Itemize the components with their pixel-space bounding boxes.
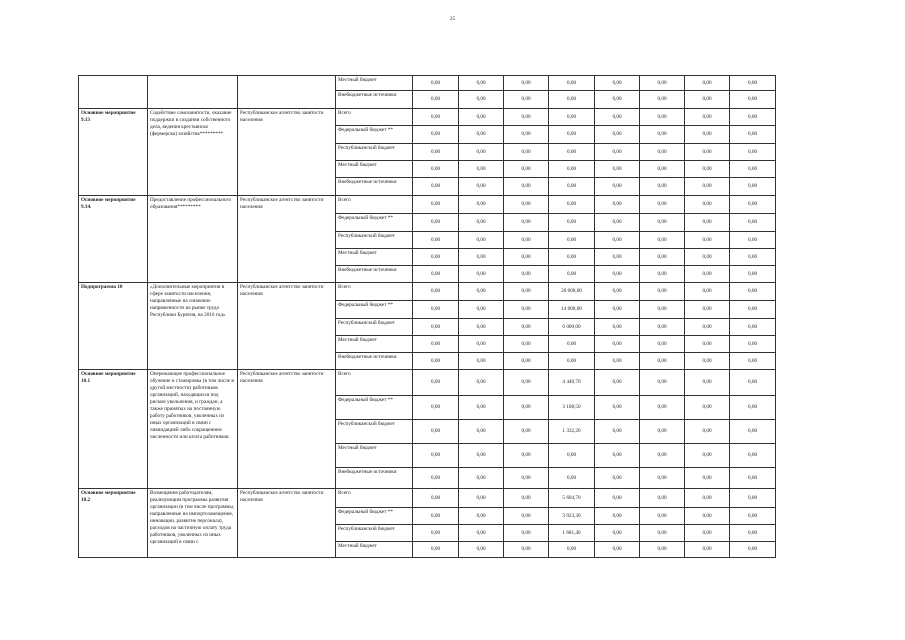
amount-cell: 0,00	[413, 196, 459, 214]
amount-cell: 0,00	[685, 196, 730, 214]
amount-cell: 0,00	[640, 319, 685, 336]
amount-cell: 0,00	[504, 144, 549, 161]
amount-cell: 0,00	[640, 214, 685, 232]
amount-cell: 0,00	[459, 76, 504, 91]
amount-cell: 6 000,00	[549, 319, 595, 336]
funding-source: Внебюджетные источники	[336, 178, 413, 196]
amount-cell: 0,00	[459, 144, 504, 161]
amount-cell: 0,00	[730, 144, 776, 161]
amount-cell: 0,00	[595, 370, 640, 396]
amount-cell: 0,00	[640, 249, 685, 266]
amount-cell: 0,00	[640, 178, 685, 196]
program-name	[79, 76, 148, 109]
amount-cell: 0,00	[413, 283, 459, 301]
amount-cell: 0,00	[549, 178, 595, 196]
amount-cell: 0,00	[685, 489, 730, 508]
amount-cell: 0,00	[685, 542, 730, 558]
amount-cell: 0,00	[549, 196, 595, 214]
amount-cell: 0,00	[730, 525, 776, 542]
amount-cell: 0,00	[730, 266, 776, 283]
amount-cell: 0,00	[504, 542, 549, 558]
amount-cell: 0,00	[730, 76, 776, 91]
funding-source: Федеральный бюджет **	[336, 126, 413, 144]
amount-cell: 0,00	[504, 214, 549, 232]
amount-cell: 0,00	[640, 468, 685, 489]
amount-cell: 0,00	[595, 301, 640, 319]
amount-cell: 0,00	[685, 444, 730, 468]
amount-cell: 0,00	[504, 468, 549, 489]
amount-cell: 0,00	[413, 444, 459, 468]
amount-cell: 0,00	[413, 91, 459, 109]
amount-cell: 0,00	[685, 91, 730, 109]
funding-source: Местный бюджет	[336, 336, 413, 353]
amount-cell: 0,00	[459, 266, 504, 283]
amount-cell: 0,00	[459, 301, 504, 319]
amount-cell: 0,00	[640, 396, 685, 420]
table-row	[79, 370, 776, 396]
amount-cell: 0,00	[459, 444, 504, 468]
amount-cell: 3 923,30	[549, 508, 595, 525]
amount-cell: 0,00	[459, 319, 504, 336]
amount-cell: 0,00	[595, 196, 640, 214]
amount-cell: 0,00	[640, 109, 685, 126]
funding-source: Федеральный бюджет **	[336, 508, 413, 525]
amount-cell: 0,00	[413, 508, 459, 525]
amount-cell: 0,00	[685, 232, 730, 249]
amount-cell: 0,00	[504, 91, 549, 109]
amount-cell: 0,00	[685, 266, 730, 283]
amount-cell: 0,00	[730, 336, 776, 353]
amount-cell: 0,00	[595, 353, 640, 370]
amount-cell: 0,00	[504, 161, 549, 178]
amount-cell: 0,00	[730, 232, 776, 249]
amount-cell: 0,00	[459, 178, 504, 196]
amount-cell: 0,00	[549, 161, 595, 178]
amount-cell: 0,00	[730, 370, 776, 396]
amount-cell: 0,00	[730, 489, 776, 508]
program-executor: Республиканское агентство занятости населения	[238, 109, 336, 196]
amount-cell: 14 000,00	[549, 301, 595, 319]
program-description: Опережающее профессиональное обучение и стажировка (в том числе в другой местности) работников организаций, находящихся под риском увольнения, и граждан, а также принятых на постоянную работу работников, уволенных из иных организаций в связи с ликвидацией либо сокращением численности или штата работников	[148, 370, 238, 489]
amount-cell: 0,00	[595, 91, 640, 109]
amount-cell: 0,00	[640, 126, 685, 144]
amount-cell: 0,00	[595, 266, 640, 283]
amount-cell: 0,00	[685, 76, 730, 91]
amount-cell: 0,00	[549, 126, 595, 144]
amount-cell: 0,00	[413, 542, 459, 558]
table-row	[79, 76, 776, 91]
amount-cell: 0,00	[549, 353, 595, 370]
amount-cell: 0,00	[730, 196, 776, 214]
funding-source: Всего	[336, 283, 413, 301]
table-row	[79, 283, 776, 301]
amount-cell: 0,00	[685, 144, 730, 161]
program-name: Основное мероприятие 9.13	[79, 109, 148, 196]
program-name: Основное мероприятие 10.1	[79, 370, 148, 489]
amount-cell: 0,00	[459, 214, 504, 232]
amount-cell: 0,00	[685, 525, 730, 542]
amount-cell: 0,00	[413, 161, 459, 178]
amount-cell: 0,00	[459, 468, 504, 489]
amount-cell: 0,00	[413, 489, 459, 508]
funding-source: Внебюджетные источники	[336, 353, 413, 370]
amount-cell: 0,00	[595, 489, 640, 508]
funding-source: Всего	[336, 370, 413, 396]
amount-cell: 0,00	[413, 109, 459, 126]
amount-cell: 0,00	[413, 336, 459, 353]
amount-cell: 0,00	[459, 232, 504, 249]
amount-cell: 0,00	[730, 444, 776, 468]
amount-cell: 0,00	[413, 301, 459, 319]
amount-cell: 0,00	[595, 126, 640, 144]
amount-cell: 0,00	[685, 420, 730, 444]
amount-cell: 0,00	[640, 91, 685, 109]
amount-cell: 1 332,20	[549, 420, 595, 444]
amount-cell: 0,00	[549, 336, 595, 353]
program-description: Предоставление профессионального образования*********	[148, 196, 238, 283]
amount-cell: 0,00	[413, 126, 459, 144]
amount-cell: 0,00	[459, 283, 504, 301]
amount-cell: 0,00	[595, 444, 640, 468]
amount-cell: 0,00	[640, 444, 685, 468]
amount-cell: 0,00	[595, 144, 640, 161]
amount-cell: 0,00	[685, 353, 730, 370]
amount-cell: 0,00	[504, 178, 549, 196]
amount-cell: 0,00	[459, 336, 504, 353]
funding-source: Местный бюджет	[336, 161, 413, 178]
program-executor: Республиканское агентство занятости населения	[238, 196, 336, 283]
amount-cell: 0,00	[595, 161, 640, 178]
amount-cell: 0,00	[640, 353, 685, 370]
amount-cell: 0,00	[685, 468, 730, 489]
amount-cell: 0,00	[685, 109, 730, 126]
amount-cell: 0,00	[413, 420, 459, 444]
table-row	[79, 489, 776, 508]
amount-cell: 0,00	[504, 396, 549, 420]
amount-cell: 0,00	[640, 370, 685, 396]
amount-cell: 0,00	[730, 353, 776, 370]
amount-cell: 0,00	[640, 336, 685, 353]
funding-source: Местный бюджет	[336, 444, 413, 468]
amount-cell: 0,00	[413, 214, 459, 232]
amount-cell: 0,00	[730, 249, 776, 266]
amount-cell: 0,00	[595, 396, 640, 420]
amount-cell: 0,00	[685, 508, 730, 525]
amount-cell: 0,00	[685, 178, 730, 196]
amount-cell: 0,00	[640, 161, 685, 178]
program-description: Возмещение работодателям, реализующим программы развития организации (в том числе программы, направленные на импортозамещение, инновации, развитие персонала), расходов на частичную оплату труда работников, уволенных из иных организаций в связи с	[148, 489, 238, 558]
program-name: Основное мероприятие 10.2	[79, 489, 148, 558]
amount-cell: 0,00	[730, 178, 776, 196]
amount-cell: 0,00	[685, 301, 730, 319]
amount-cell: 0,00	[549, 444, 595, 468]
amount-cell: 0,00	[413, 370, 459, 396]
program-executor: Республиканское агентство занятости населения	[238, 370, 336, 489]
amount-cell: 0,00	[595, 214, 640, 232]
amount-cell: 0,00	[504, 283, 549, 301]
amount-cell: 0,00	[413, 266, 459, 283]
program-executor: Республиканское агентство занятости населения	[238, 489, 336, 558]
amount-cell: 0,00	[549, 214, 595, 232]
funding-source: Всего	[336, 489, 413, 508]
amount-cell: 0,00	[413, 396, 459, 420]
amount-cell: 0,00	[730, 508, 776, 525]
amount-cell: 0,00	[685, 336, 730, 353]
table-body	[79, 76, 776, 558]
amount-cell: 0,00	[595, 468, 640, 489]
program-description	[148, 76, 238, 109]
amount-cell: 0,00	[730, 214, 776, 232]
funding-source: Местный бюджет	[336, 249, 413, 266]
amount-cell: 0,00	[640, 489, 685, 508]
amount-cell: 0,00	[640, 232, 685, 249]
funding-source: Местный бюджет	[336, 542, 413, 558]
amount-cell: 0,00	[549, 76, 595, 91]
funding-source: Местный бюджет	[336, 76, 413, 91]
page-number: 25	[450, 17, 455, 22]
funding-source: Внебюджетные источники	[336, 91, 413, 109]
amount-cell: 0,00	[595, 109, 640, 126]
amount-cell: 0,00	[549, 144, 595, 161]
amount-cell: 0,00	[549, 232, 595, 249]
funding-source: Республиканский бюджет	[336, 319, 413, 336]
amount-cell: 0,00	[504, 301, 549, 319]
amount-cell: 0,00	[459, 420, 504, 444]
amount-cell: 0,00	[504, 232, 549, 249]
amount-cell: 0,00	[595, 249, 640, 266]
funding-source: Внебюджетные источники	[336, 468, 413, 489]
funding-source: Федеральный бюджет **	[336, 301, 413, 319]
amount-cell: 0,00	[595, 336, 640, 353]
amount-cell: 0,00	[640, 420, 685, 444]
amount-cell: 3 108,50	[549, 396, 595, 420]
amount-cell: 0,00	[730, 126, 776, 144]
amount-cell: 0,00	[685, 283, 730, 301]
amount-cell: 0,00	[459, 109, 504, 126]
amount-cell: 0,00	[459, 353, 504, 370]
amount-cell: 1 681,40	[549, 525, 595, 542]
amount-cell: 0,00	[595, 525, 640, 542]
funding-source: Республиканский бюджет	[336, 420, 413, 444]
amount-cell: 0,00	[413, 353, 459, 370]
amount-cell: 0,00	[504, 266, 549, 283]
amount-cell: 0,00	[504, 126, 549, 144]
amount-cell: 0,00	[413, 525, 459, 542]
amount-cell: 0,00	[640, 283, 685, 301]
funding-source: Федеральный бюджет **	[336, 214, 413, 232]
funding-source: Республиканский бюджет	[336, 232, 413, 249]
amount-cell: 0,00	[685, 161, 730, 178]
program-executor: Республиканское агентство занятости населения	[238, 283, 336, 370]
amount-cell: 0,00	[459, 525, 504, 542]
amount-cell: 0,00	[459, 508, 504, 525]
funding-table	[78, 75, 776, 558]
amount-cell: 0,00	[504, 444, 549, 468]
program-description: «Дополнительные мероприятия в сфере занятости населения, направленные на снижение напряженности на рынке труда Республики Бурятия, на 2016 год»	[148, 283, 238, 370]
amount-cell: 0,00	[504, 336, 549, 353]
amount-cell: 0,00	[730, 420, 776, 444]
amount-cell: 0,00	[685, 370, 730, 396]
table-row	[79, 109, 776, 126]
amount-cell: 0,00	[595, 319, 640, 336]
amount-cell: 0,00	[730, 161, 776, 178]
amount-cell: 0,00	[459, 161, 504, 178]
amount-cell: 0,00	[640, 266, 685, 283]
amount-cell: 0,00	[549, 91, 595, 109]
amount-cell: 0,00	[640, 196, 685, 214]
amount-cell: 0,00	[504, 370, 549, 396]
amount-cell: 0,00	[549, 249, 595, 266]
amount-cell: 0,00	[730, 319, 776, 336]
amount-cell: 0,00	[459, 370, 504, 396]
amount-cell: 0,00	[504, 319, 549, 336]
amount-cell: 0,00	[459, 396, 504, 420]
funding-source: Всего	[336, 109, 413, 126]
amount-cell: 0,00	[413, 249, 459, 266]
amount-cell: 0,00	[504, 525, 549, 542]
amount-cell: 5 604,70	[549, 489, 595, 508]
amount-cell: 0,00	[504, 508, 549, 525]
amount-cell: 0,00	[640, 525, 685, 542]
amount-cell: 0,00	[685, 126, 730, 144]
amount-cell: 0,00	[504, 196, 549, 214]
amount-cell: 0,00	[595, 232, 640, 249]
amount-cell: 0,00	[504, 353, 549, 370]
amount-cell: 0,00	[730, 301, 776, 319]
amount-cell: 0,00	[595, 76, 640, 91]
amount-cell: 0,00	[730, 109, 776, 126]
amount-cell: 0,00	[640, 76, 685, 91]
funding-source: Федеральный бюджет **	[336, 396, 413, 420]
amount-cell: 0,00	[640, 542, 685, 558]
amount-cell: 0,00	[730, 91, 776, 109]
amount-cell: 0,00	[459, 542, 504, 558]
amount-cell: 0,00	[730, 542, 776, 558]
amount-cell: 0,00	[504, 420, 549, 444]
amount-cell: 0,00	[459, 489, 504, 508]
amount-cell: 0,00	[413, 468, 459, 489]
amount-cell: 0,00	[504, 76, 549, 91]
amount-cell: 0,00	[685, 249, 730, 266]
amount-cell: 0,00	[685, 319, 730, 336]
program-name: Подпрограмма 10	[79, 283, 148, 370]
amount-cell: 0,00	[595, 178, 640, 196]
amount-cell: 0,00	[595, 283, 640, 301]
amount-cell: 0,00	[549, 109, 595, 126]
amount-cell: 0,00	[459, 196, 504, 214]
amount-cell: 20 000,00	[549, 283, 595, 301]
amount-cell: 0,00	[504, 249, 549, 266]
amount-cell: 0,00	[504, 489, 549, 508]
amount-cell: 0,00	[413, 144, 459, 161]
amount-cell: 0,00	[549, 266, 595, 283]
funding-source: Внебюджетные источники	[336, 266, 413, 283]
funding-source: Республиканский бюджет	[336, 144, 413, 161]
amount-cell: 0,00	[685, 214, 730, 232]
amount-cell: 0,00	[595, 542, 640, 558]
amount-cell: 0,00	[685, 396, 730, 420]
program-description: Содействие самозанятости, оказание поддержки в создании собственного дела, ведения крестьянско (фермерско) хозяйства*********	[148, 109, 238, 196]
amount-cell: 0,00	[459, 126, 504, 144]
amount-cell: 0,00	[549, 542, 595, 558]
program-name: Основное мероприятие 9.14.	[79, 196, 148, 283]
amount-cell: 0,00	[413, 178, 459, 196]
amount-cell: 0,00	[459, 91, 504, 109]
table-row	[79, 196, 776, 214]
amount-cell: 0,00	[413, 319, 459, 336]
funding-source: Республиканский бюджет	[336, 525, 413, 542]
amount-cell: 0,00	[730, 283, 776, 301]
amount-cell: 0,00	[595, 508, 640, 525]
amount-cell: 0,00	[504, 109, 549, 126]
amount-cell: 0,00	[640, 301, 685, 319]
amount-cell: 0,00	[640, 144, 685, 161]
amount-cell: 0,00	[640, 508, 685, 525]
amount-cell: 0,00	[595, 420, 640, 444]
funding-source: Всего	[336, 196, 413, 214]
program-executor	[238, 76, 336, 109]
amount-cell: 4 440,70	[549, 370, 595, 396]
amount-cell: 0,00	[413, 232, 459, 249]
amount-cell: 0,00	[459, 249, 504, 266]
amount-cell: 0,00	[549, 468, 595, 489]
amount-cell: 0,00	[730, 468, 776, 489]
amount-cell: 0,00	[413, 76, 459, 91]
amount-cell: 0,00	[730, 396, 776, 420]
